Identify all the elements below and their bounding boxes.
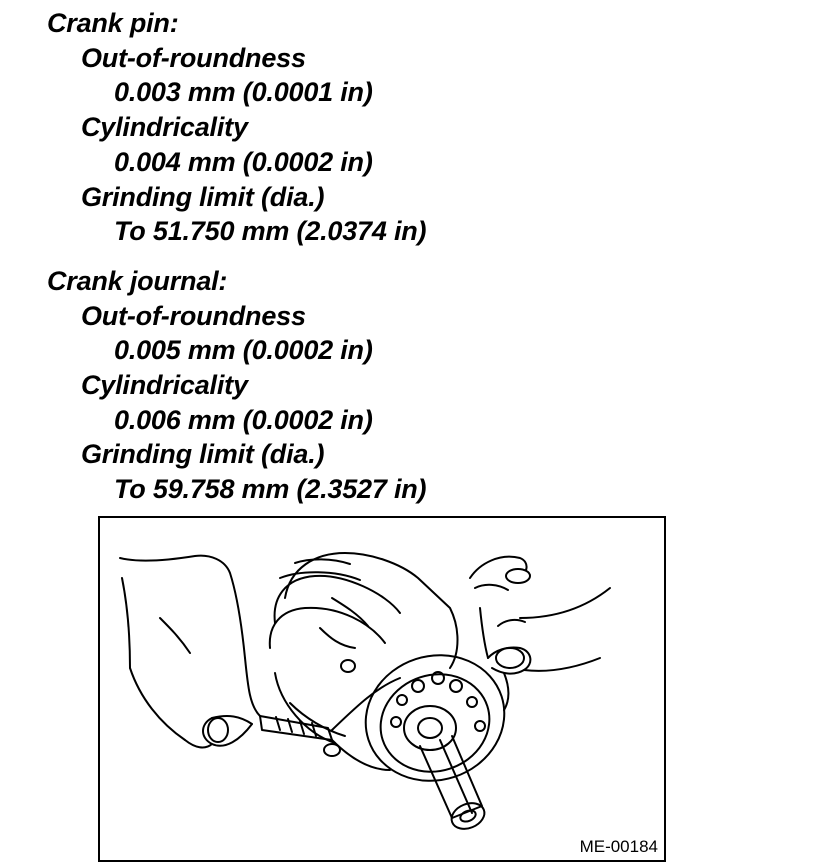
spec-value: 0.004 mm (0.0002 in) xyxy=(114,146,373,177)
spec-value: 0.006 mm (0.0002 in) xyxy=(114,404,373,435)
figure-frame xyxy=(98,516,666,862)
spec-label: Cylindricality xyxy=(81,112,248,143)
section-gap xyxy=(47,249,426,264)
spec-label: Cylindricality xyxy=(81,370,248,401)
section-title: Crank pin: xyxy=(47,8,179,38)
specification-list xyxy=(47,6,426,507)
spec-value: To 59.758 mm (2.3527 in) xyxy=(114,474,427,505)
spec-label: Grinding limit (dia.) xyxy=(81,439,325,470)
spec-value: To 51.750 mm (2.0374 in) xyxy=(114,216,427,247)
spec-label: Out-of-roundness xyxy=(81,300,306,331)
spec-value: 0.005 mm (0.0002 in) xyxy=(114,335,373,366)
figure-label: ME-00184 xyxy=(579,837,658,856)
spec-value: 0.003 mm (0.0001 in) xyxy=(114,77,373,108)
section-title: Crank journal: xyxy=(47,265,228,296)
spec-label: Out-of-roundness xyxy=(81,42,306,73)
spec-label: Grinding limit (dia.) xyxy=(81,181,325,212)
crankshaft-micrometer-illustration xyxy=(100,518,664,860)
